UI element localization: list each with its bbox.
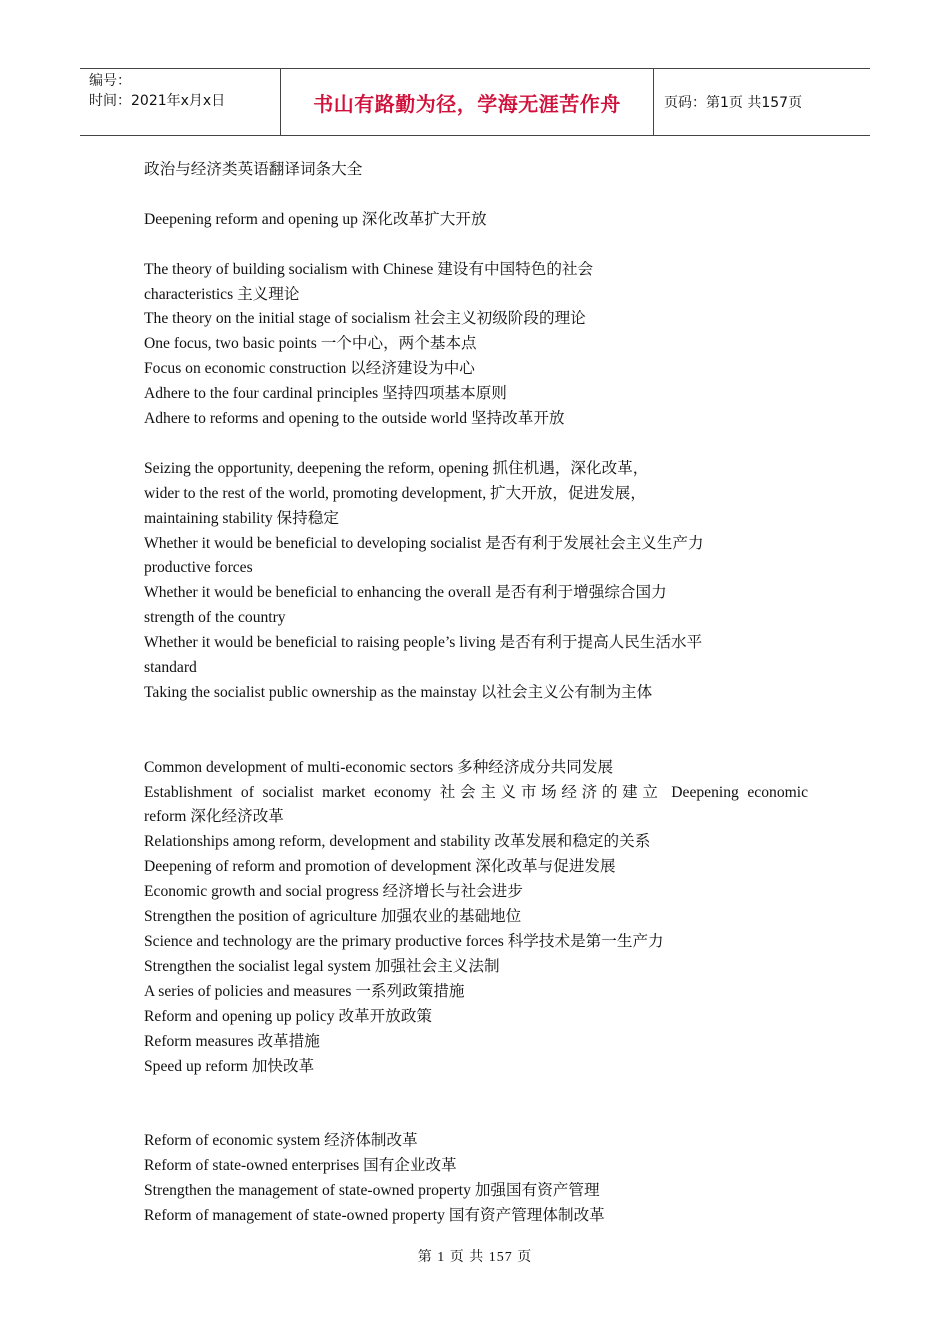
text-line: Whether it would be beneficial to developing socialist 是否有利于发展社会主义生产力 — [144, 534, 704, 552]
blank-line — [144, 233, 808, 258]
text-line: Common development of multi-economic sectors 多种经济成分共同发展 — [144, 758, 614, 776]
text-line: Focus on economic construction 以经济建设为中心 — [144, 360, 475, 378]
blank-line — [144, 183, 808, 208]
page-indicator: 页码：第1页 共157页 — [664, 95, 803, 111]
text-line: Speed up reform 加快改革 — [144, 1057, 315, 1075]
text-line: The theory on the initial stage of socialism 社会主义初级阶段的理论 — [144, 310, 586, 328]
text-line: Adhere to reforms and opening to the outside world 坚持改革开放 — [144, 410, 565, 428]
document-title: 政治与经济类英语翻译词条大全 — [144, 161, 363, 178]
text-line: Strengthen the position of agriculture 加强农业的基础地位 — [144, 908, 522, 926]
blank-line — [144, 432, 808, 457]
text-line: reform 深化经济改革 — [144, 808, 284, 826]
document-number-label: 编号： — [89, 73, 131, 89]
text-line: Taking the socialist public ownership as the mainstay 以社会主义公有制为主体 — [144, 683, 653, 701]
text-line: Science and technology are the primary productive forces 科学技术是第一生产力 — [144, 933, 664, 951]
text-line: Deepening of reform and promotion of development 深化改革与促进发展 — [144, 858, 616, 876]
text-line: One focus, two basic points 一个中心，两个基本点 — [144, 335, 477, 353]
text-line: Whether it would be beneficial to raising people’s living 是否有利于提高人民生活水平 — [144, 634, 703, 652]
text-line: Reform measures 改革措施 — [144, 1032, 320, 1050]
blank-line — [144, 1079, 808, 1104]
text-line: Economic growth and social progress 经济增长与社会进步 — [144, 883, 523, 901]
text-line: standard — [144, 659, 197, 677]
text-line: strength of the country — [144, 609, 286, 627]
document-body — [144, 158, 808, 1229]
document-date-label: 时间：2021年x月x日 — [89, 93, 226, 109]
text-line: Reform and opening up policy 改革开放政策 — [144, 1007, 433, 1025]
text-line: The theory of building socialism with Chinese 建设有中国特色的社会 — [144, 260, 594, 278]
text-line: Establishment of socialist market economy 社会主义市场经济的建立 Deepening economic — [144, 783, 808, 801]
text-line: Deepening reform and opening up 深化改革扩大开放 — [144, 210, 487, 228]
header-motto-cell — [281, 69, 654, 135]
text-line: Strengthen the socialist legal system 加强社会主义法制 — [144, 957, 500, 975]
text-line: productive forces — [144, 559, 253, 577]
text-line: maintaining stability 保持稳定 — [144, 509, 339, 527]
motto-text: 书山有路勤为径，学海无涯苦作舟 — [313, 91, 621, 116]
text-line: A series of policies and measures 一系列政策措施 — [144, 982, 465, 1000]
page-header — [80, 68, 870, 136]
header-page-cell — [654, 69, 870, 135]
text-line: Reform of economic system 经济体制改革 — [144, 1132, 418, 1150]
text-line: Seizing the opportunity, deepening the reform, opening 抓住机遇，深化改革， — [144, 459, 649, 477]
text-line: Adhere to the four cardinal principles 坚持四项基本原则 — [144, 385, 507, 403]
page-footer: 第 1 页 共 157 页 — [417, 1250, 533, 1265]
text-line: characteristics 主义理论 — [144, 285, 300, 303]
text-line: Whether it would be beneficial to enhancing the overall 是否有利于增强综合国力 — [144, 584, 667, 602]
text-line: wider to the rest of the world, promoting development, 扩大开放，促进发展， — [144, 484, 646, 502]
blank-line — [144, 706, 808, 731]
blank-line — [144, 731, 808, 756]
text-line: Strengthen the management of state-owned property 加强国有资产管理 — [144, 1182, 600, 1200]
text-line: Reform of state-owned enterprises 国有企业改革 — [144, 1157, 457, 1175]
header-meta — [80, 69, 281, 135]
text-line: Relationships among reform, development and stability 改革发展和稳定的关系 — [144, 833, 651, 851]
text-line: Reform of management of state-owned property 国有资产管理体制改革 — [144, 1206, 605, 1224]
blank-line — [144, 1104, 808, 1129]
